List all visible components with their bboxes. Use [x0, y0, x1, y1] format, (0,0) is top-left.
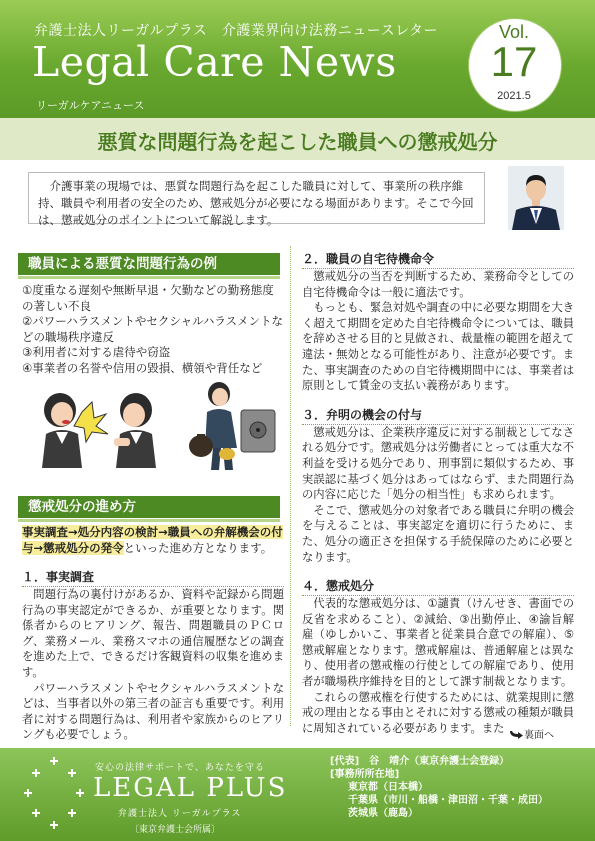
intro-text: 介護事業の現場では、悪質な問題行為を起こした職員に対して、事業所の秩序維持、職員や利用者の安全のため、懲戒処分が必要になる場面があります。そこで今回は、懲戒処分のポイントについて解説します。 [38, 179, 474, 227]
right-column [302, 250, 574, 736]
procedure-flow-rest: といった進め方となります。 [123, 541, 273, 555]
newsletter-title: Legal Care News [32, 38, 397, 86]
headline: 悪質な問題行為を起こした職員への懲戒処分 [97, 130, 498, 154]
lawyer-portrait [508, 166, 564, 230]
embezzlement-illustration [183, 380, 279, 472]
home-standby-heading: ２．職員の自宅待機命令 [302, 250, 574, 269]
rep-value: 谷 靖介（東京弁護士会登録） [369, 756, 510, 767]
footer-tagline: 安心の法律サポートで、あなたを守る [95, 763, 265, 773]
office-item: 千葉県（市川・船橋・津田沼・千葉・成田） [348, 795, 548, 806]
newsletter-title-kana: リーガルケアニュース [36, 99, 145, 112]
footer-contact-info [330, 755, 548, 820]
fact-finding-heading: １．事実調査 [22, 568, 284, 587]
next-page-note [508, 726, 554, 741]
section-procedure-title: 懲戒処分の進め方 [18, 496, 280, 518]
column-divider [290, 246, 291, 726]
list-item: ②パワーハラスメントやセクシャルハラスメントなどの職場秩序違反 [22, 314, 284, 344]
procedure-flow-highlight: 事実調査→処分内容の検討→職員への弁解機会の付与→懲戒処分の発令 [22, 525, 283, 555]
list-item: ③利用者に対する虐待や窃盗 [22, 345, 171, 360]
fact-finding-paragraph-1: 問題行為の裏付けがあるか、資料や記録から問題行為の事実認定ができるか、が重要となります。関係者からのヒアリング、報告、問題職員のＰＣログ、業務メール、業務スマホの通信履歴などの調査を進めた上で、できるだけ客観資料の収集を進めます。 [22, 588, 284, 679]
harassment-illustration [36, 388, 164, 468]
defense-opportunity-paragraph-1: 懲戒処分は、企業秩序違反に対する制裁としてなされる処分です。懲戒処分は労働者にとっては重大な不利益を受ける処分であり、刑事罰に類似するため、事実誤認に基づく処分はあってはならず、また問題行為の内容に応じた「処分の相当性」も求められます。 [302, 425, 574, 502]
arrow-icon [508, 730, 524, 740]
newsletter-subtitle: 弁護士法人リーガルプラス 介護業界向け法務ニュースレター [34, 23, 439, 39]
volume-number: 17 [490, 38, 538, 85]
fact-finding-block [22, 568, 284, 743]
procedure-flow [22, 524, 290, 556]
examples-list [22, 283, 284, 377]
volume-label: Vol. [498, 22, 530, 42]
footer-association: 〔東京弁護士会所属〕 [130, 825, 221, 835]
cross-pattern-icon [22, 756, 86, 832]
list-item: ①度重なる遅刻や無断早退・欠勤などの勤務態度の著しい不良 [22, 283, 274, 313]
rep-label: [代表] [330, 756, 360, 767]
office-item: 茨城県（鹿島） [348, 808, 418, 819]
disciplinary-action-paragraph-2: これらの懲戒権を行使するためには、就業規則に懲戒の理由となる事由とそれに対する懲戒の種類が職員に周知されている必要があります。また [302, 690, 574, 735]
list-item: ④事業者の名誉や信用の毀損、横領や背任など [22, 360, 263, 375]
disciplinary-action-paragraph-1: 代表的な懲戒処分は、①譴責（けんせき、書面での反省を求めること）、②減給、③出勤停止、④諭旨解雇（ゆしかいこ、事業者と従業員合意での解雇）、⑤懲戒解雇となります。懲戒解雇は、普通解雇とは異なり、使用者の懲戒権の行使としての解雇であり、使用者が職場秩序維持を目的として課す制裁となります。 [302, 597, 574, 689]
section-examples-title: 職員による悪質な問題行為の例 [18, 253, 280, 275]
legal-plus-logo: LEGAL PLUS [93, 773, 288, 803]
next-page-label: 裏面へ [524, 730, 554, 741]
fact-finding-paragraph-2: パワーハラスメントやセクシャルハラスメントなどは、当事者以外の第三者の証言も重要です。利用者に対する問題行為は、利用者や家族からのヒアリングも必要でしょう。 [22, 681, 284, 742]
defense-opportunity-paragraph-2: そこで、懲戒処分の対象者である職員に弁明の機会を与えることは、事実認定を適切に行うために、また、処分の適正さを担保する手続保障のために必要となります。 [302, 503, 574, 564]
offices-label: [事務所所在地] [330, 769, 400, 780]
home-standby-paragraph-1: 懲戒処分の当否を判断するため、業務命令としての自宅待機命令は一般に適法です。 [302, 270, 574, 299]
office-item: 東京都（日本橋） [348, 782, 428, 793]
disciplinary-action-heading: ４．懲戒処分 [302, 577, 574, 596]
defense-opportunity-heading: ３．弁明の機会の付与 [302, 406, 574, 425]
home-standby-paragraph-2: もっとも、緊急対処や調査の中に必要な期間を大きく超えて期間を定めた自宅待機命令については、職員を辞めさせる目的と見做され、裁量権の範囲を超えて違法・無効となる可能性があり、注意が必要です。また、事実調査のための自宅待機期間中には、事業者は原則として賃金の支払い義務があります。 [302, 301, 574, 393]
issue-date: 2021.5 [497, 90, 531, 102]
footer-firm-name: 弁護士法人 リーガルプラス [118, 809, 242, 819]
